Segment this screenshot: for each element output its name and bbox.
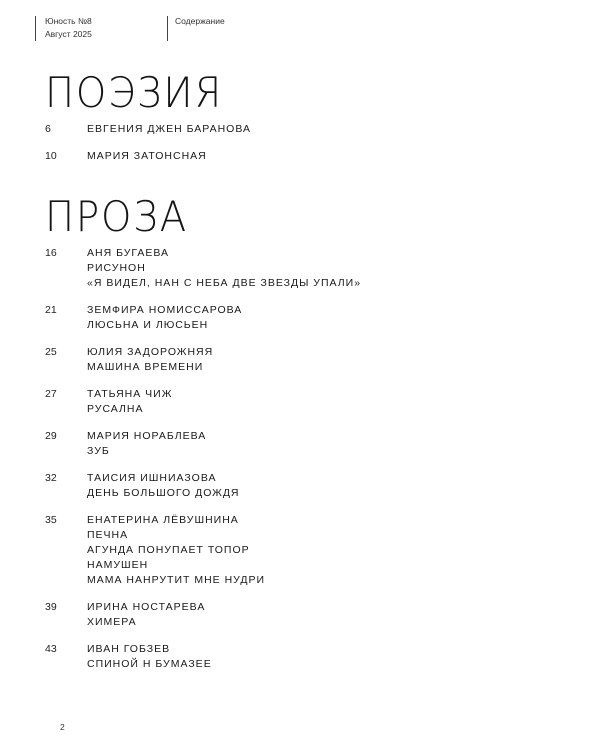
- toc-page-number: 21: [45, 304, 57, 316]
- toc-work-title: ЛЮСЬНА И ЛЮСЬЕН: [87, 319, 209, 331]
- prose-section-title: ПРОЗА: [45, 192, 188, 241]
- toc-work-title: НАМУШЕН: [87, 559, 149, 571]
- toc-work-title: ПЕЧНА: [87, 529, 129, 541]
- header-divider: [167, 16, 168, 41]
- toc-page-number: 39: [45, 601, 57, 613]
- toc-page-number: 25: [45, 346, 57, 358]
- toc-entry[interactable]: [45, 122, 251, 137]
- toc-entry[interactable]: [45, 246, 361, 291]
- toc-work-title: МАШИНА ВРЕМЕНИ: [87, 361, 204, 373]
- prose-toc-list: [45, 246, 361, 684]
- toc-entry[interactable]: [45, 303, 361, 333]
- toc-author: ИРИНА НОСТАРЕВА: [87, 601, 206, 613]
- toc-entry[interactable]: [45, 345, 361, 375]
- toc-work-title: ХИМЕРА: [87, 616, 137, 628]
- toc-work-title: РИСУНОН: [87, 262, 146, 274]
- toc-author: ИВАН ГОБЗЕВ: [87, 643, 171, 655]
- issue-date: Август 2025: [45, 29, 92, 39]
- page-number: 2: [60, 722, 65, 732]
- toc-work-title: «Я ВИДЕЛ, НАН С НЕБА ДВЕ ЗВЕЗДЫ УПАЛИ»: [87, 277, 362, 289]
- toc-author: МАРИЯ ЗАТОНСНАЯ: [87, 150, 207, 162]
- toc-page-number: 29: [45, 430, 57, 442]
- toc-work-title: СПИНОЙ Н БУМАЗЕЕ: [87, 658, 212, 670]
- toc-author: ЮЛИЯ ЗАДОРОЖНЯЯ: [87, 346, 214, 358]
- toc-entry[interactable]: [45, 429, 361, 459]
- toc-page-number: 16: [45, 247, 57, 259]
- toc-entry[interactable]: [45, 600, 361, 630]
- toc-author: ЕНАТЕРИНА ЛЁВУШНИНА: [87, 514, 239, 526]
- toc-entry[interactable]: [45, 149, 251, 164]
- poetry-toc-list: [45, 122, 251, 176]
- toc-page-number: 43: [45, 643, 57, 655]
- section-label: Содержание: [175, 16, 225, 26]
- toc-entry[interactable]: [45, 642, 361, 672]
- toc-page-number: 10: [45, 150, 57, 162]
- journal-name: Юность №8: [45, 16, 92, 26]
- toc-entry[interactable]: [45, 471, 361, 501]
- toc-author: ТАИСИЯ ИШНИАЗОВА: [87, 472, 217, 484]
- toc-work-title: ДЕНЬ БОЛЬШОГО ДОЖДЯ: [87, 487, 240, 499]
- header-divider: [35, 16, 36, 41]
- toc-work-title: МАМА НАНРУТИТ МНЕ НУДРИ: [87, 574, 266, 586]
- toc-page-number: 32: [45, 472, 57, 484]
- toc-author: ТАТЬЯНА ЧИЖ: [87, 388, 173, 400]
- toc-work-title: РУСАЛНА: [87, 403, 144, 415]
- toc-author: ЗЕМФИРА НОМИССАРОВА: [87, 304, 243, 316]
- toc-work-title: АГУНДА ПОНУПАЕТ ТОПОР: [87, 544, 250, 556]
- toc-author: МАРИЯ НОРАБЛЕВА: [87, 430, 207, 442]
- toc-author: ЕВГЕНИЯ ДЖЕН БАРАНОВА: [87, 123, 252, 135]
- toc-page-number: 6: [45, 123, 51, 135]
- toc-page-number: 27: [45, 388, 57, 400]
- toc-entry[interactable]: [45, 513, 361, 588]
- journal-info: [45, 15, 92, 41]
- toc-page-number: 35: [45, 514, 57, 526]
- poetry-section-title: ПОЭЗИЯ: [45, 68, 224, 117]
- toc-entry[interactable]: [45, 387, 361, 417]
- toc-author: АНЯ БУГАЕВА: [87, 247, 170, 259]
- toc-work-title: ЗУБ: [87, 445, 110, 457]
